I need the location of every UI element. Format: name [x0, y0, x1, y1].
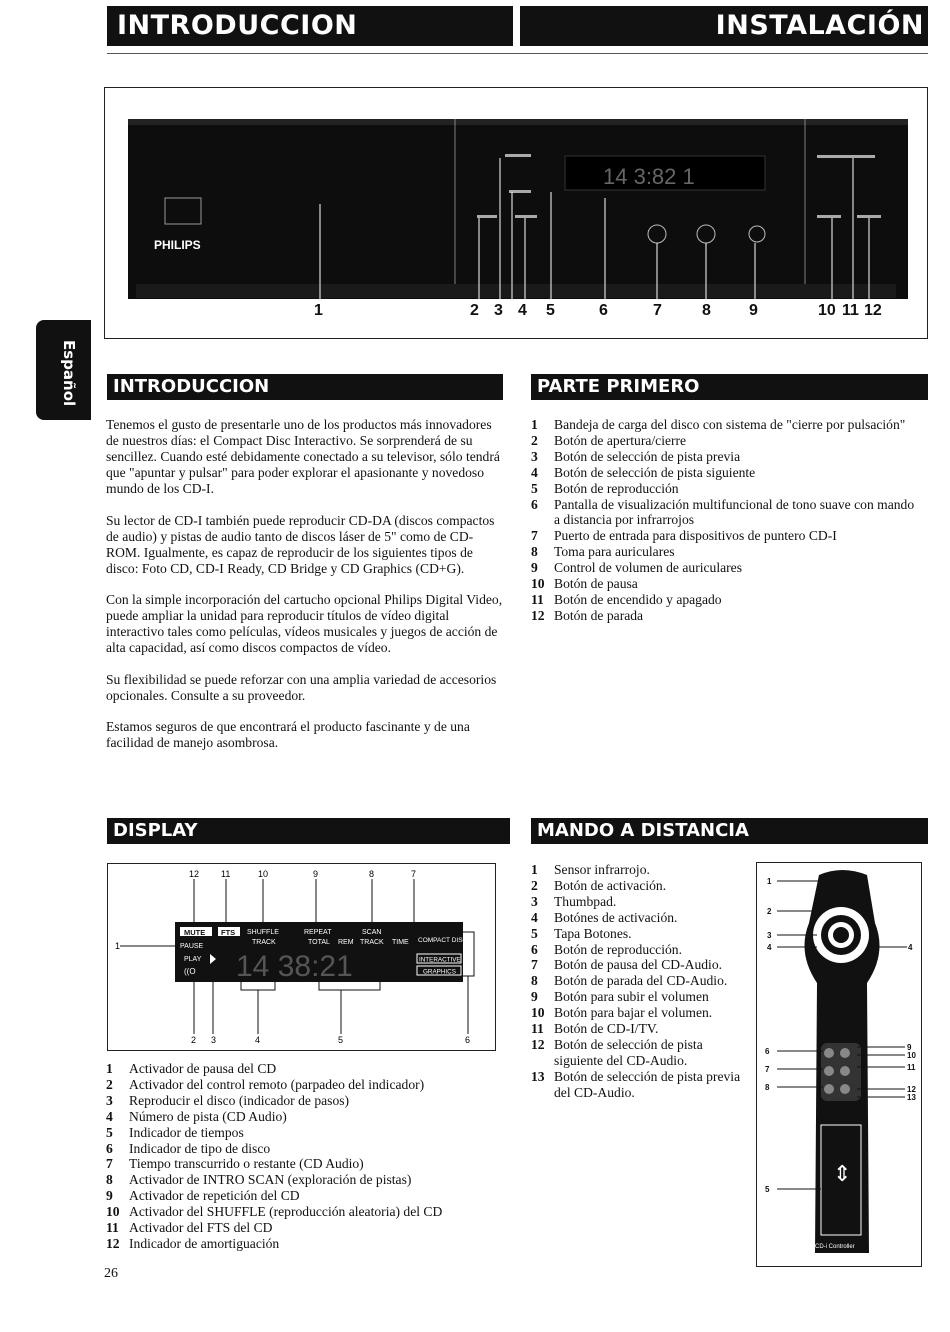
- callout-11: 11: [842, 302, 859, 319]
- remote-callout-4a: 4: [767, 943, 772, 952]
- lcd-total: TOTAL: [308, 939, 330, 946]
- player-display-digits: 14 3:82 1: [603, 164, 695, 189]
- list-item: 1 Bandeja de carga del disco con sistema de "cierre por pulsación": [531, 417, 906, 432]
- list-item: 3 Botón de selección de pista previa: [531, 448, 741, 464]
- callout-3: 3: [494, 302, 503, 319]
- list-item: 4 Botón de selección de pista siguiente: [531, 464, 756, 480]
- list-item: 5 Botón de reproducción: [531, 480, 679, 496]
- lcd-compact-disc: COMPACT DISC: [418, 937, 468, 944]
- lcd-scan: SCAN: [362, 929, 382, 936]
- remote-illustration: [757, 863, 923, 1268]
- remote-callout-5: 5: [765, 1185, 770, 1194]
- lcd-rem: REM: [338, 939, 354, 946]
- remote-list: [531, 862, 753, 1101]
- section-title-parts: PARTE PRIMERO: [531, 374, 928, 400]
- lcd-graphics: GRAPHICS: [423, 968, 456, 976]
- callout-1: 1: [314, 302, 323, 319]
- list-item: 10 Botón para bajar el volumen.: [531, 1005, 713, 1021]
- section-title-display: DISPLAY: [107, 818, 510, 844]
- lcd-callout-1: 1: [115, 941, 121, 951]
- list-item: 8 Activador de INTRO SCAN (exploración de pistas): [106, 1172, 412, 1188]
- remote-callout-9: 9: [907, 1043, 912, 1052]
- philips-logo: PHILIPS: [154, 238, 201, 252]
- section-title-intro: INTRODUCCION: [107, 374, 503, 400]
- page-number: 26: [104, 1266, 118, 1281]
- display-list: [106, 1061, 506, 1252]
- list-item: 12 Indicador de amortiguación: [106, 1235, 280, 1251]
- lcd-callout-6: 6: [465, 1035, 471, 1045]
- callout-6: 6: [599, 302, 608, 319]
- lcd-repeat: REPEAT: [304, 929, 332, 936]
- list-item: 11 Botón de CD-I/TV.: [531, 1021, 659, 1037]
- intro-paragraph: Con la simple incorporación del cartucho opcional Philips Digital Video, puede ampliar la unidad para reproducir títulos de vídeo digital interactivo tales como películas, vídeos musicales y juegos de acción de alta capacidad, así como discos compactos de vídeo.: [106, 592, 503, 655]
- list-item: 8 Botón de parada del CD-Audio.: [531, 973, 728, 989]
- lcd-callout-10: 10: [258, 869, 269, 879]
- lcd-illustration: [108, 864, 497, 1052]
- list-item: 6 Botón de reproducción.: [531, 941, 682, 957]
- callout-5: 5: [546, 302, 555, 319]
- lcd-time: TIME: [392, 939, 409, 946]
- list-item: 4 Botónes de activación.: [531, 909, 678, 925]
- callout-10: 10: [818, 302, 836, 319]
- lcd-shuffle: SHUFFLE: [247, 929, 279, 936]
- remote-callout-8: 8: [765, 1083, 770, 1092]
- list-item: 12 Botón de parada: [531, 607, 644, 623]
- lcd-fts: FTS: [221, 928, 236, 937]
- remote-callout-2: 2: [767, 907, 772, 916]
- intro-paragraph: Su lector de CD-I también puede reproducir CD-DA (discos compactos de audio) y pistas de audio tanto de discos láser de 5" como de CD-ROM. Igualmente, es capaz de reproducir de los siguientes tipos de disco: Foto CD, CD-I Ready, CD Bridge y CD Graphics (CD+G).: [106, 512, 495, 576]
- list-item: 5 Indicador de tiempos: [106, 1124, 244, 1140]
- language-tab-label: Español: [60, 340, 78, 407]
- intro-body: [106, 417, 506, 767]
- list-item: 1 Sensor infrarrojo.: [531, 862, 650, 877]
- callout-2: 2: [470, 302, 479, 319]
- lcd-callout-7: 7: [411, 869, 417, 879]
- list-item: 13 Botón de selección de pista previa del CD-Audio.: [531, 1068, 741, 1100]
- list-item: 7 Puerto de entrada para dispositivos de puntero CD-I: [531, 528, 837, 544]
- lcd-digits: 14 38:21: [236, 950, 353, 983]
- section-title-remote: MANDO A DISTANCIA: [531, 818, 928, 844]
- list-item: 10 Botón de pausa: [531, 576, 638, 592]
- parts-list: [531, 417, 923, 624]
- callout-12: 12: [864, 302, 882, 319]
- list-item: 9 Activador de repetición del CD: [106, 1188, 300, 1204]
- remote-callout-1: 1: [767, 877, 772, 886]
- list-item: 12 Botón de selección de pista siguiente del CD-Audio.: [531, 1036, 703, 1068]
- lcd-track-2: TRACK: [360, 939, 384, 946]
- lcd-callout-4: 4: [255, 1035, 261, 1045]
- list-item: 4 Número de pista (CD Audio): [106, 1108, 287, 1124]
- header-rule: [107, 53, 928, 54]
- list-item: 3 Thumbpad.: [531, 893, 617, 909]
- list-item: 8 Toma para auriculares: [531, 544, 675, 560]
- list-item: 7 Tiempo transcurrido o restante (CD Audio): [106, 1156, 364, 1172]
- list-item: 10 Activador del SHUFFLE (reproducción aleatoria) del CD: [106, 1204, 443, 1220]
- lcd-mute: MUTE: [184, 928, 206, 937]
- remote-callout-10: 10: [907, 1051, 916, 1060]
- list-item: 2 Botón de apertura/cierre: [531, 432, 687, 448]
- remote-callout-13: 13: [907, 1093, 916, 1102]
- lcd-play: PLAY: [184, 956, 202, 963]
- lcd-interactive: INTERACTIVE: [419, 956, 461, 964]
- page-title-left: INTRODUCCION: [107, 6, 513, 46]
- callout-7: 7: [653, 302, 662, 319]
- list-item: 1 Activador de pausa del CD: [106, 1061, 277, 1076]
- intro-paragraph: Estamos seguros de que encontrará el producto fascinante y de una facilidad de manejo asombrosa.: [106, 719, 470, 750]
- list-item: 2 Activador del control remoto (parpadeo del indicador): [106, 1076, 425, 1092]
- remote-callout-3: 3: [767, 931, 772, 940]
- list-item: 9 Botón para subir el volumen: [531, 989, 709, 1005]
- lcd-track: TRACK: [252, 939, 276, 946]
- page-title-right: INSTALACIÓN: [520, 6, 928, 46]
- intro-paragraph: Su flexibilidad se puede reforzar con una amplia variedad de accesorios opcionales. Consulte a su proveedor.: [106, 671, 497, 703]
- remote-label: CD-i Controller: [815, 1244, 855, 1250]
- lcd-callout-2: 2: [191, 1035, 197, 1045]
- list-item: 11 Botón de encendido y apagado: [531, 591, 722, 607]
- remote-figure: [756, 862, 922, 1267]
- list-item: 6 Indicador de tipo de disco: [106, 1140, 271, 1156]
- remote-callout-11: 11: [907, 1063, 916, 1072]
- callout-4: 4: [518, 302, 527, 319]
- remote-callout-7: 7: [765, 1065, 770, 1074]
- list-item: 5 Tapa Botones.: [531, 925, 632, 941]
- lcd-callout-9: 9: [313, 869, 319, 879]
- list-item: 6 Pantalla de visualización multifuncional de tono suave con mando a distancia por infrarrojos: [531, 496, 915, 528]
- callout-8: 8: [702, 302, 711, 319]
- list-item: 7 Botón de pausa del CD-Audio.: [531, 957, 723, 973]
- lcd-remote-indicator: ((O: [184, 967, 196, 976]
- lcd-callout-11: 11: [221, 869, 231, 879]
- remote-arrow-icon: ⇕: [833, 1161, 852, 1186]
- player-illustration: [105, 88, 929, 340]
- display-figure: [107, 863, 496, 1051]
- lcd-callout-12: 12: [189, 869, 200, 879]
- list-item: 2 Botón de activación.: [531, 877, 667, 893]
- intro-paragraph: Tenemos el gusto de presentarle uno de los productos más innovadores de nuestros días: el Compact Disc Interactivo. Se sorprenderá de su sencillez. Cuando esté debidamente conectado a su televisor, sólo tendrá que "apuntar y pulsar" para poder explorar el apasionante y novedoso mundo de los CD-I.: [106, 417, 500, 496]
- list-item: 11 Activador del FTS del CD: [106, 1220, 273, 1236]
- lcd-pause: PAUSE: [180, 943, 204, 950]
- lcd-callout-8: 8: [369, 869, 375, 879]
- lcd-callout-5: 5: [338, 1035, 344, 1045]
- remote-callout-4b: 4: [908, 943, 913, 952]
- callout-9: 9: [749, 302, 758, 319]
- remote-callout-12: 12: [907, 1085, 916, 1094]
- lcd-callout-3: 3: [211, 1035, 217, 1045]
- player-figure: [104, 87, 928, 339]
- list-item: 3 Reproducir el disco (indicador de pasos): [106, 1092, 350, 1108]
- language-tab: [36, 320, 91, 420]
- remote-callout-6: 6: [765, 1047, 770, 1056]
- list-item: 9 Control de volumen de auriculares: [531, 560, 742, 576]
